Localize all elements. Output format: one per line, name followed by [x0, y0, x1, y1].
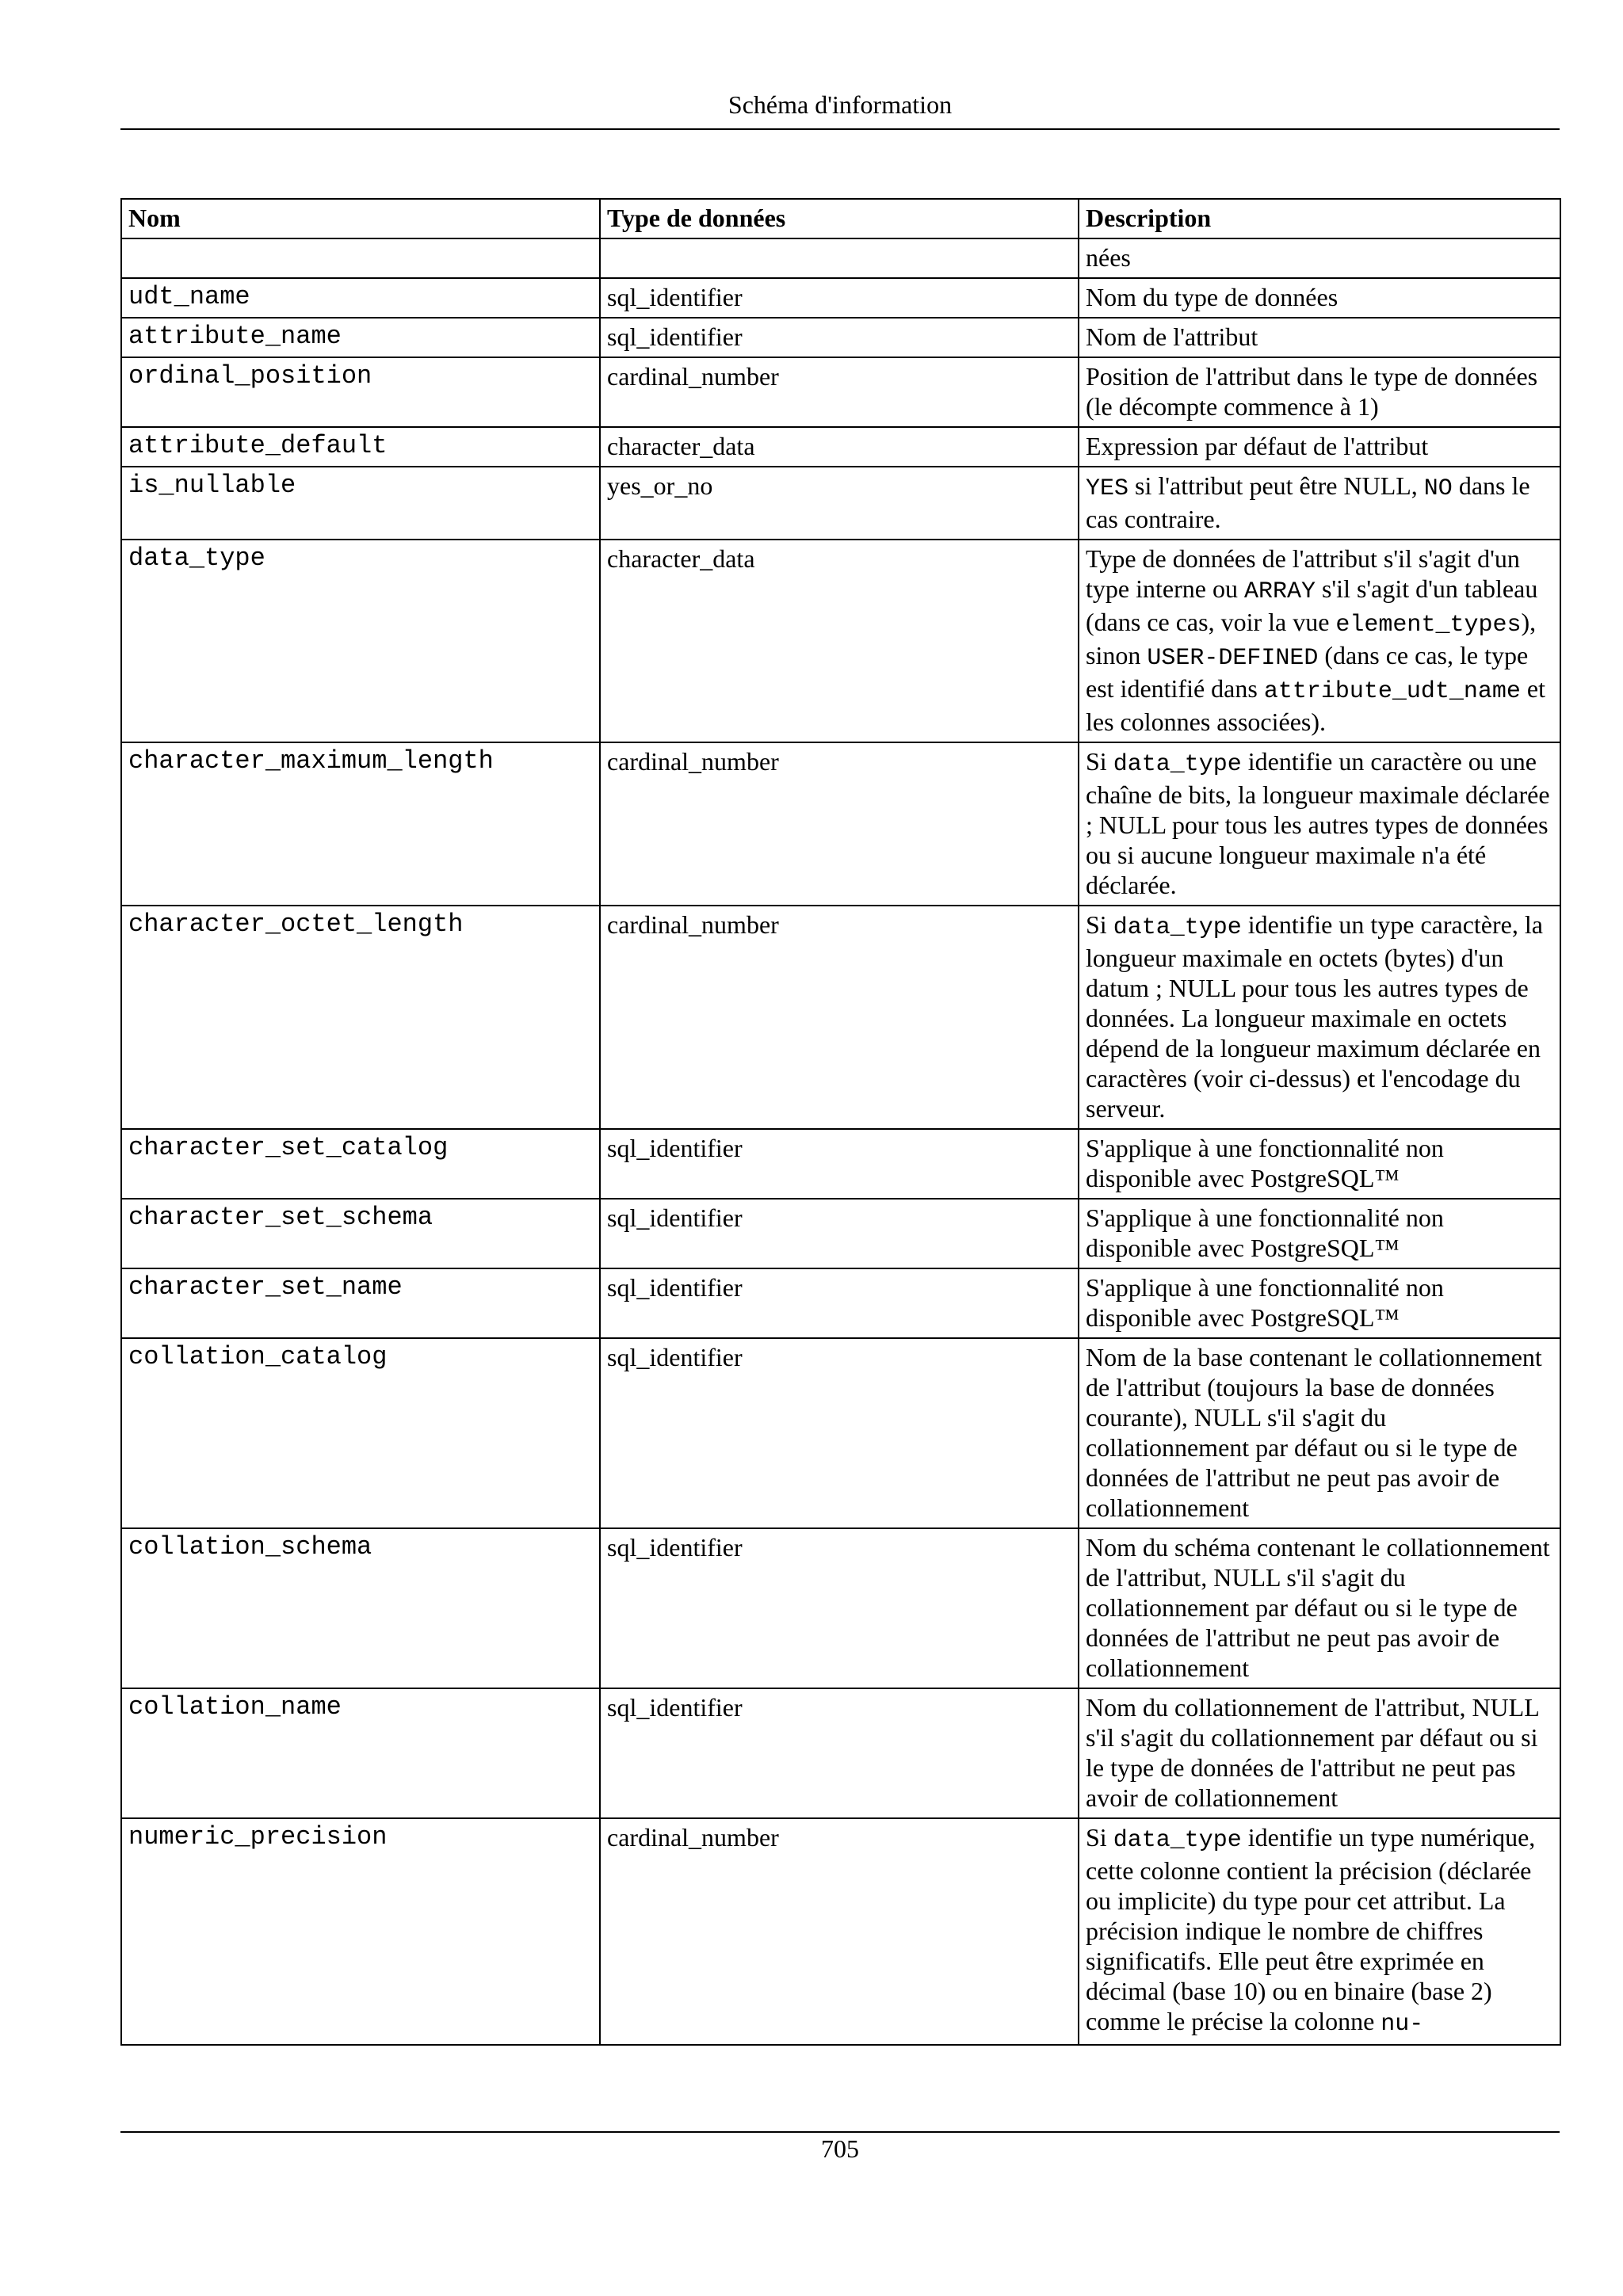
- code-literal: data_type: [1113, 914, 1242, 941]
- table-row: [121, 540, 1560, 742]
- column-header-name: Nom: [121, 199, 600, 238]
- table-row: [121, 906, 1560, 1129]
- table-row: [121, 278, 1560, 318]
- data-type-cell: cardinal_number: [600, 742, 1079, 906]
- table-row: [121, 1818, 1560, 2045]
- description-text: S'applique à une fonctionnalité non disponible avec PostgreSQL™: [1086, 1134, 1444, 1192]
- code-literal: YES: [1086, 475, 1129, 502]
- data-type-cell: sql_identifier: [600, 278, 1079, 318]
- table-row: [121, 1129, 1560, 1199]
- table-row: [121, 1528, 1560, 1688]
- description-text: Si: [1086, 747, 1113, 776]
- description-cell: [1079, 318, 1560, 357]
- attribute-name-cell: collation_catalog: [121, 1338, 600, 1528]
- data-type-cell: sql_identifier: [600, 1338, 1079, 1528]
- data-type-cell: [600, 238, 1079, 278]
- description-cell: [1079, 1528, 1560, 1688]
- attribute-name-cell: is_nullable: [121, 467, 600, 540]
- table-row: [121, 1268, 1560, 1338]
- description-cell: [1079, 427, 1560, 467]
- description-text: Expression par défaut de l'attribut: [1086, 432, 1429, 460]
- description-text: ), sinon: [1086, 608, 1537, 669]
- data-type-cell: cardinal_number: [600, 906, 1079, 1129]
- description-cell: [1079, 742, 1560, 906]
- data-type-cell: sql_identifier: [600, 1129, 1079, 1199]
- attribute-name-cell: [121, 238, 600, 278]
- data-type-cell: yes_or_no: [600, 467, 1079, 540]
- description-cell: [1079, 1688, 1560, 1818]
- attribute-name-cell: character_set_schema: [121, 1199, 600, 1268]
- description-cell: [1079, 278, 1560, 318]
- attribute-name-cell: udt_name: [121, 278, 600, 318]
- attribute-name-cell: character_set_name: [121, 1268, 600, 1338]
- description-cell: [1079, 906, 1560, 1129]
- description-text: Nom du schéma contenant le collationnement de l'attribut, NULL s'il s'agit du collationnement par défaut ou si le type de données de l'attribut ne peut pas avoir de collationnement: [1086, 1533, 1550, 1682]
- description-cell: [1079, 1129, 1560, 1199]
- code-literal: attribute_udt_name: [1263, 678, 1521, 705]
- attributes-table: [120, 198, 1561, 2046]
- data-type-cell: sql_identifier: [600, 318, 1079, 357]
- attribute-name-cell: collation_name: [121, 1688, 600, 1818]
- data-type-cell: cardinal_number: [600, 357, 1079, 427]
- code-literal: data_type: [1113, 1827, 1242, 1854]
- table-row: [121, 467, 1560, 540]
- description-cell: [1079, 1818, 1560, 2045]
- description-cell: [1079, 1338, 1560, 1528]
- data-type-cell: character_data: [600, 540, 1079, 742]
- description-text: Nom de la base contenant le collationnement de l'attribut (toujours la base de données courante), NULL s'il s'agit du collationnement par défaut ou si le type de données de l'attribut ne peut pas avoir de collationnement: [1086, 1343, 1542, 1522]
- page-header-title: Schéma d'information: [727, 90, 953, 119]
- description-text: Nom du type de données: [1086, 283, 1338, 311]
- description-cell: [1079, 1268, 1560, 1338]
- description-text: Type de données de l'attribut s'il s'agit d'un type interne ou: [1086, 544, 1520, 603]
- description-cell: [1079, 238, 1560, 278]
- code-literal: data_type: [1113, 751, 1242, 778]
- description-text: Position de l'attribut dans le type de données (le décompte commence à 1): [1086, 362, 1538, 421]
- code-literal: nu-: [1381, 2011, 1424, 2038]
- attribute-name-cell: attribute_default: [121, 427, 600, 467]
- description-cell: [1079, 357, 1560, 427]
- data-type-cell: sql_identifier: [600, 1268, 1079, 1338]
- attribute-name-cell: numeric_precision: [121, 1818, 600, 2045]
- page-footer: [120, 2131, 1560, 2163]
- table-header: [121, 199, 1560, 238]
- description-text: (dans ce cas, le type est identifié dans: [1086, 641, 1529, 703]
- column-header-type: Type de données: [600, 199, 1079, 238]
- description-text: et les colonnes associées).: [1086, 674, 1545, 736]
- description-text: dans le cas contraire.: [1086, 471, 1530, 533]
- description-text: Nom du collationnement de l'attribut, NULL s'il s'agit du collationnement par défaut ou si le type de données de l'attribut ne peut pas avoir de collationnement: [1086, 1693, 1539, 1812]
- table-row: [121, 1338, 1560, 1528]
- data-type-cell: cardinal_number: [600, 1818, 1079, 2045]
- description-text: Si: [1086, 910, 1113, 939]
- table-header-row: [121, 199, 1560, 238]
- description-text: nées: [1086, 243, 1131, 272]
- description-text: identifie un caractère ou une chaîne de bits, la longueur maximale déclarée ; NULL pour tous les autres types de données ou si aucune longueur maximale n'a été déclarée.: [1086, 747, 1550, 899]
- attribute-name-cell: ordinal_position: [121, 357, 600, 427]
- description-text: identifie un type numérique, cette colonne contient la précision (déclarée ou implicite) du type pour cet attribut. La précision indique le nombre de chiffres significatifs. Elle peut être exprimée en décimal (base 10) ou en binaire (base 2) comme le précise la colonne: [1086, 1823, 1536, 2035]
- data-type-cell: character_data: [600, 427, 1079, 467]
- attribute-name-cell: data_type: [121, 540, 600, 742]
- attribute-name-cell: character_octet_length: [121, 906, 600, 1129]
- code-literal: USER-DEFINED: [1147, 645, 1319, 672]
- description-cell: [1079, 540, 1560, 742]
- description-text: si l'attribut peut être NULL,: [1128, 471, 1424, 500]
- table-row: [121, 1199, 1560, 1268]
- attribute-name-cell: attribute_name: [121, 318, 600, 357]
- table-row: [121, 238, 1560, 278]
- code-literal: ARRAY: [1243, 578, 1316, 605]
- attribute-name-cell: character_maximum_length: [121, 742, 600, 906]
- data-type-cell: sql_identifier: [600, 1688, 1079, 1818]
- description-cell: [1079, 1199, 1560, 1268]
- description-text: S'applique à une fonctionnalité non disponible avec PostgreSQL™: [1086, 1203, 1444, 1262]
- table-body: [121, 238, 1560, 2045]
- data-type-cell: sql_identifier: [600, 1528, 1079, 1688]
- description-text: identifie un type caractère, la longueur maximale en octets (bytes) d'un datum ; NULL pour tous les autres types de données. La longueur maximale en octets dépend de la longueur maximum déclarée en caractères (voir ci-dessus) et l'encodage du serveur.: [1086, 910, 1543, 1123]
- code-literal: element_types: [1335, 612, 1522, 639]
- page-header: [120, 89, 1560, 130]
- description-text: s'il s'agit d'un tableau (dans ce cas, voir la vue: [1086, 574, 1538, 636]
- table-row: [121, 427, 1560, 467]
- description-cell: [1079, 467, 1560, 540]
- description-text: Si: [1086, 1823, 1113, 1852]
- code-literal: NO: [1423, 475, 1453, 502]
- attribute-name-cell: character_set_catalog: [121, 1129, 600, 1199]
- column-header-description: Description: [1079, 199, 1560, 238]
- attribute-name-cell: collation_schema: [121, 1528, 600, 1688]
- table-row: [121, 357, 1560, 427]
- page-number: 705: [821, 2134, 859, 2163]
- table-row: [121, 1688, 1560, 1818]
- description-text: S'applique à une fonctionnalité non disponible avec PostgreSQL™: [1086, 1273, 1444, 1332]
- data-type-cell: sql_identifier: [600, 1199, 1079, 1268]
- table-row: [121, 742, 1560, 906]
- table-row: [121, 318, 1560, 357]
- description-text: Nom de l'attribut: [1086, 322, 1258, 351]
